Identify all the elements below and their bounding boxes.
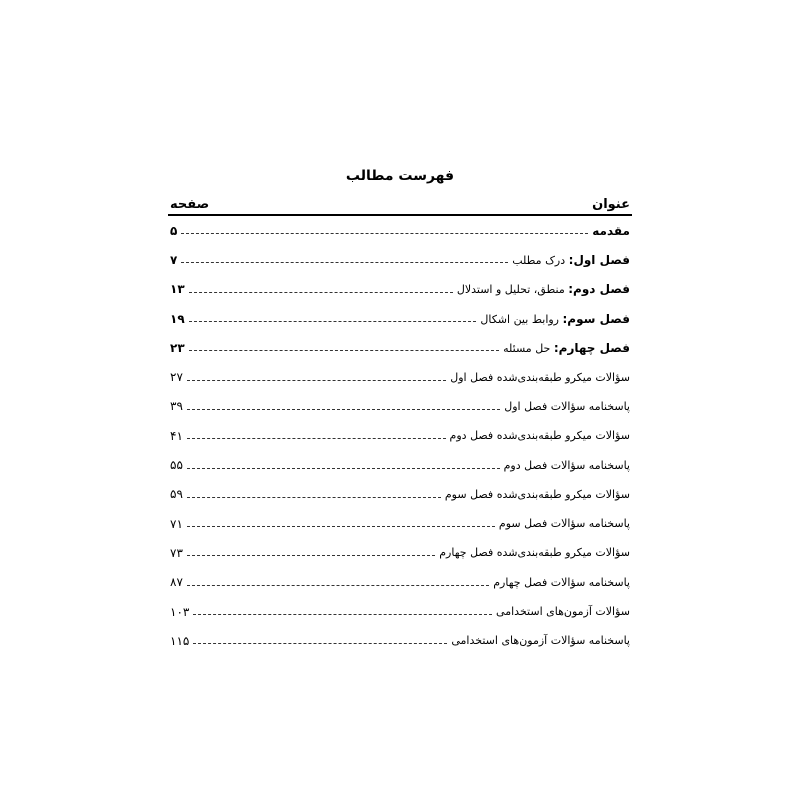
toc-entry-page: ۵۵: [170, 458, 183, 473]
dot-leader: [187, 468, 500, 469]
toc-entry-title: [503, 341, 630, 355]
toc-entry-page: ۵: [170, 223, 178, 238]
toc-entry-page: ۷۳: [170, 545, 183, 560]
toc-entry-chapter-1[interactable]: [170, 245, 630, 274]
toc-entry-title: پاسخنامه سؤالات آزمون‌های استخدامی: [451, 634, 630, 648]
toc-entry-prefix: مقدمه: [592, 223, 630, 238]
toc-entry-page: ۱۰۳: [170, 604, 190, 619]
dot-leader: [187, 380, 446, 381]
toc-entry-page: ۴۱: [170, 428, 183, 443]
title-column-header: عنوان: [592, 197, 630, 212]
toc-entry-page: ۷: [170, 252, 178, 267]
dot-leader: [189, 350, 499, 351]
dot-leader: [193, 643, 447, 644]
toc-entry-title: [457, 282, 630, 296]
toc-entry-text: منطق، تحلیل و استدلال: [456, 283, 565, 297]
dot-leader: [187, 555, 435, 556]
toc-entry-text: حل مسئله: [503, 341, 551, 355]
toc-entry-employment-questions[interactable]: [170, 597, 630, 626]
toc-entry-page: ۱۱۵: [170, 633, 190, 648]
dot-leader: [187, 438, 446, 439]
toc-entry-prefix: فصل چهارم:: [553, 340, 630, 355]
toc-entry-page: ۵۹: [170, 487, 183, 502]
toc-entry-title: سؤالات میکرو طبقه‌بندی‌شده فصل چهارم: [439, 546, 630, 560]
toc-entry-questions-ch2[interactable]: [170, 421, 630, 450]
toc-entry-title: پاسخنامه سؤالات فصل اول: [504, 399, 630, 413]
toc-entry-answers-ch3[interactable]: [170, 509, 630, 538]
toc-entry-title: [512, 253, 630, 267]
toc-entry-page: ۷۱: [170, 516, 183, 531]
dot-leader: [181, 233, 588, 234]
page-title: فهرست مطالب: [345, 168, 455, 184]
toc-entry-prefix: فصل سوم:: [562, 311, 630, 326]
dot-leader: [189, 292, 453, 293]
toc-entry-answers-ch2[interactable]: [170, 450, 630, 479]
toc-entry-title: [592, 224, 630, 238]
dot-leader: [189, 321, 477, 322]
toc-entry-title: [480, 312, 630, 326]
toc-entry-chapter-4[interactable]: [170, 333, 630, 362]
dot-leader: [181, 262, 508, 263]
toc-entry-chapter-3[interactable]: [170, 304, 630, 333]
toc-entry-text: درک مطلب: [512, 253, 566, 267]
dot-leader: [187, 497, 441, 498]
toc-entry-title: سؤالات میکرو طبقه‌بندی‌شده فصل اول: [450, 370, 630, 384]
toc-list: [170, 216, 630, 655]
toc-entry-title: سؤالات میکرو طبقه‌بندی‌شده فصل دوم: [449, 429, 630, 443]
toc-entry-answers-ch1[interactable]: [170, 392, 630, 421]
toc-entry-questions-ch3[interactable]: [170, 480, 630, 509]
toc-entry-title: پاسخنامه سؤالات فصل دوم: [503, 458, 630, 472]
toc-entry-questions-ch1[interactable]: [170, 362, 630, 391]
toc-entry-chapter-2[interactable]: [170, 275, 630, 304]
toc-entry-employment-answers[interactable]: [170, 626, 630, 655]
toc-entry-questions-ch4[interactable]: [170, 538, 630, 567]
dot-leader: [187, 585, 489, 586]
toc-entry-page: ۳۹: [170, 399, 183, 414]
toc-entry-prefix: فصل دوم:: [568, 282, 630, 297]
toc-entry-title: پاسخنامه سؤالات فصل چهارم: [493, 575, 630, 589]
toc-entry-title: سؤالات آزمون‌های استخدامی: [496, 605, 630, 618]
toc-entry-prefix: فصل اول:: [568, 252, 630, 267]
toc-entry-page: ۲۳: [170, 340, 185, 355]
toc-entry-page: ۱۳: [170, 282, 185, 297]
toc-entry-title: سؤالات میکرو طبقه‌بندی‌شده فصل سوم: [444, 487, 630, 501]
toc-header: [170, 190, 630, 212]
toc-entry-page: ۱۹: [170, 311, 185, 326]
toc-entry-page: ۸۷: [170, 575, 183, 590]
page-column-header: صفحه: [170, 197, 210, 212]
toc-entry-answers-ch4[interactable]: [170, 568, 630, 597]
toc-entry-text: روابط بین اشکال: [480, 312, 559, 326]
toc-entry-title: پاسخنامه سؤالات فصل سوم: [498, 517, 630, 531]
toc-entry-page: ۲۷: [170, 370, 183, 385]
dot-leader: [187, 409, 500, 410]
toc-entry-introduction[interactable]: [170, 216, 630, 245]
dot-leader: [193, 614, 492, 615]
dot-leader: [187, 526, 495, 527]
